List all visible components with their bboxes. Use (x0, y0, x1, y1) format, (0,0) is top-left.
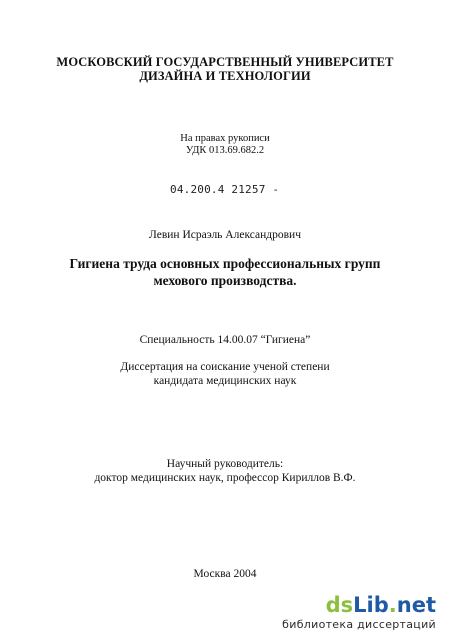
place-and-year: Москва 2004 (193, 568, 257, 580)
university-name-line2: ДИЗАЙНА И ТЕХНОЛОГИИ (139, 69, 311, 83)
dslib-logo (282, 594, 436, 616)
specialty: Специальность 14.00.07 “Гигиена” (139, 334, 311, 346)
logo-dot: . (388, 593, 397, 617)
university-name-line1: МОСКОВСКИЙ ГОСУДАРСТВЕННЫЙ УНИВЕРСИТЕТ (56, 55, 394, 69)
degree-line2: кандидата медицинских наук (153, 375, 297, 387)
udc-code: УДК 013.69.682.2 (185, 145, 265, 156)
supervisor-name: доктор медицинских наук, профессор Кириллов В.Ф. (94, 472, 356, 484)
manuscript-rights: На правах рукописи (180, 133, 270, 144)
watermark-subtitle: библиотека диссертаций (282, 618, 436, 631)
logo-ds: ds (325, 593, 354, 617)
logo-lib: Lib (353, 593, 389, 617)
thesis-title-line1: Гигиена труда основных профессиональных групп (69, 256, 381, 271)
supervisor-label: Научный руководитель: (166, 458, 284, 470)
author-name: Левин Исраэль Александрович (149, 229, 301, 241)
degree-line1: Диссертация на соискание ученой степени (120, 361, 330, 373)
registration-stamp-number: 04.200.4 21257 - (170, 183, 280, 196)
thesis-title-line2: мехового производства. (153, 273, 297, 288)
dslib-watermark (282, 594, 436, 631)
logo-net: net (396, 593, 436, 617)
